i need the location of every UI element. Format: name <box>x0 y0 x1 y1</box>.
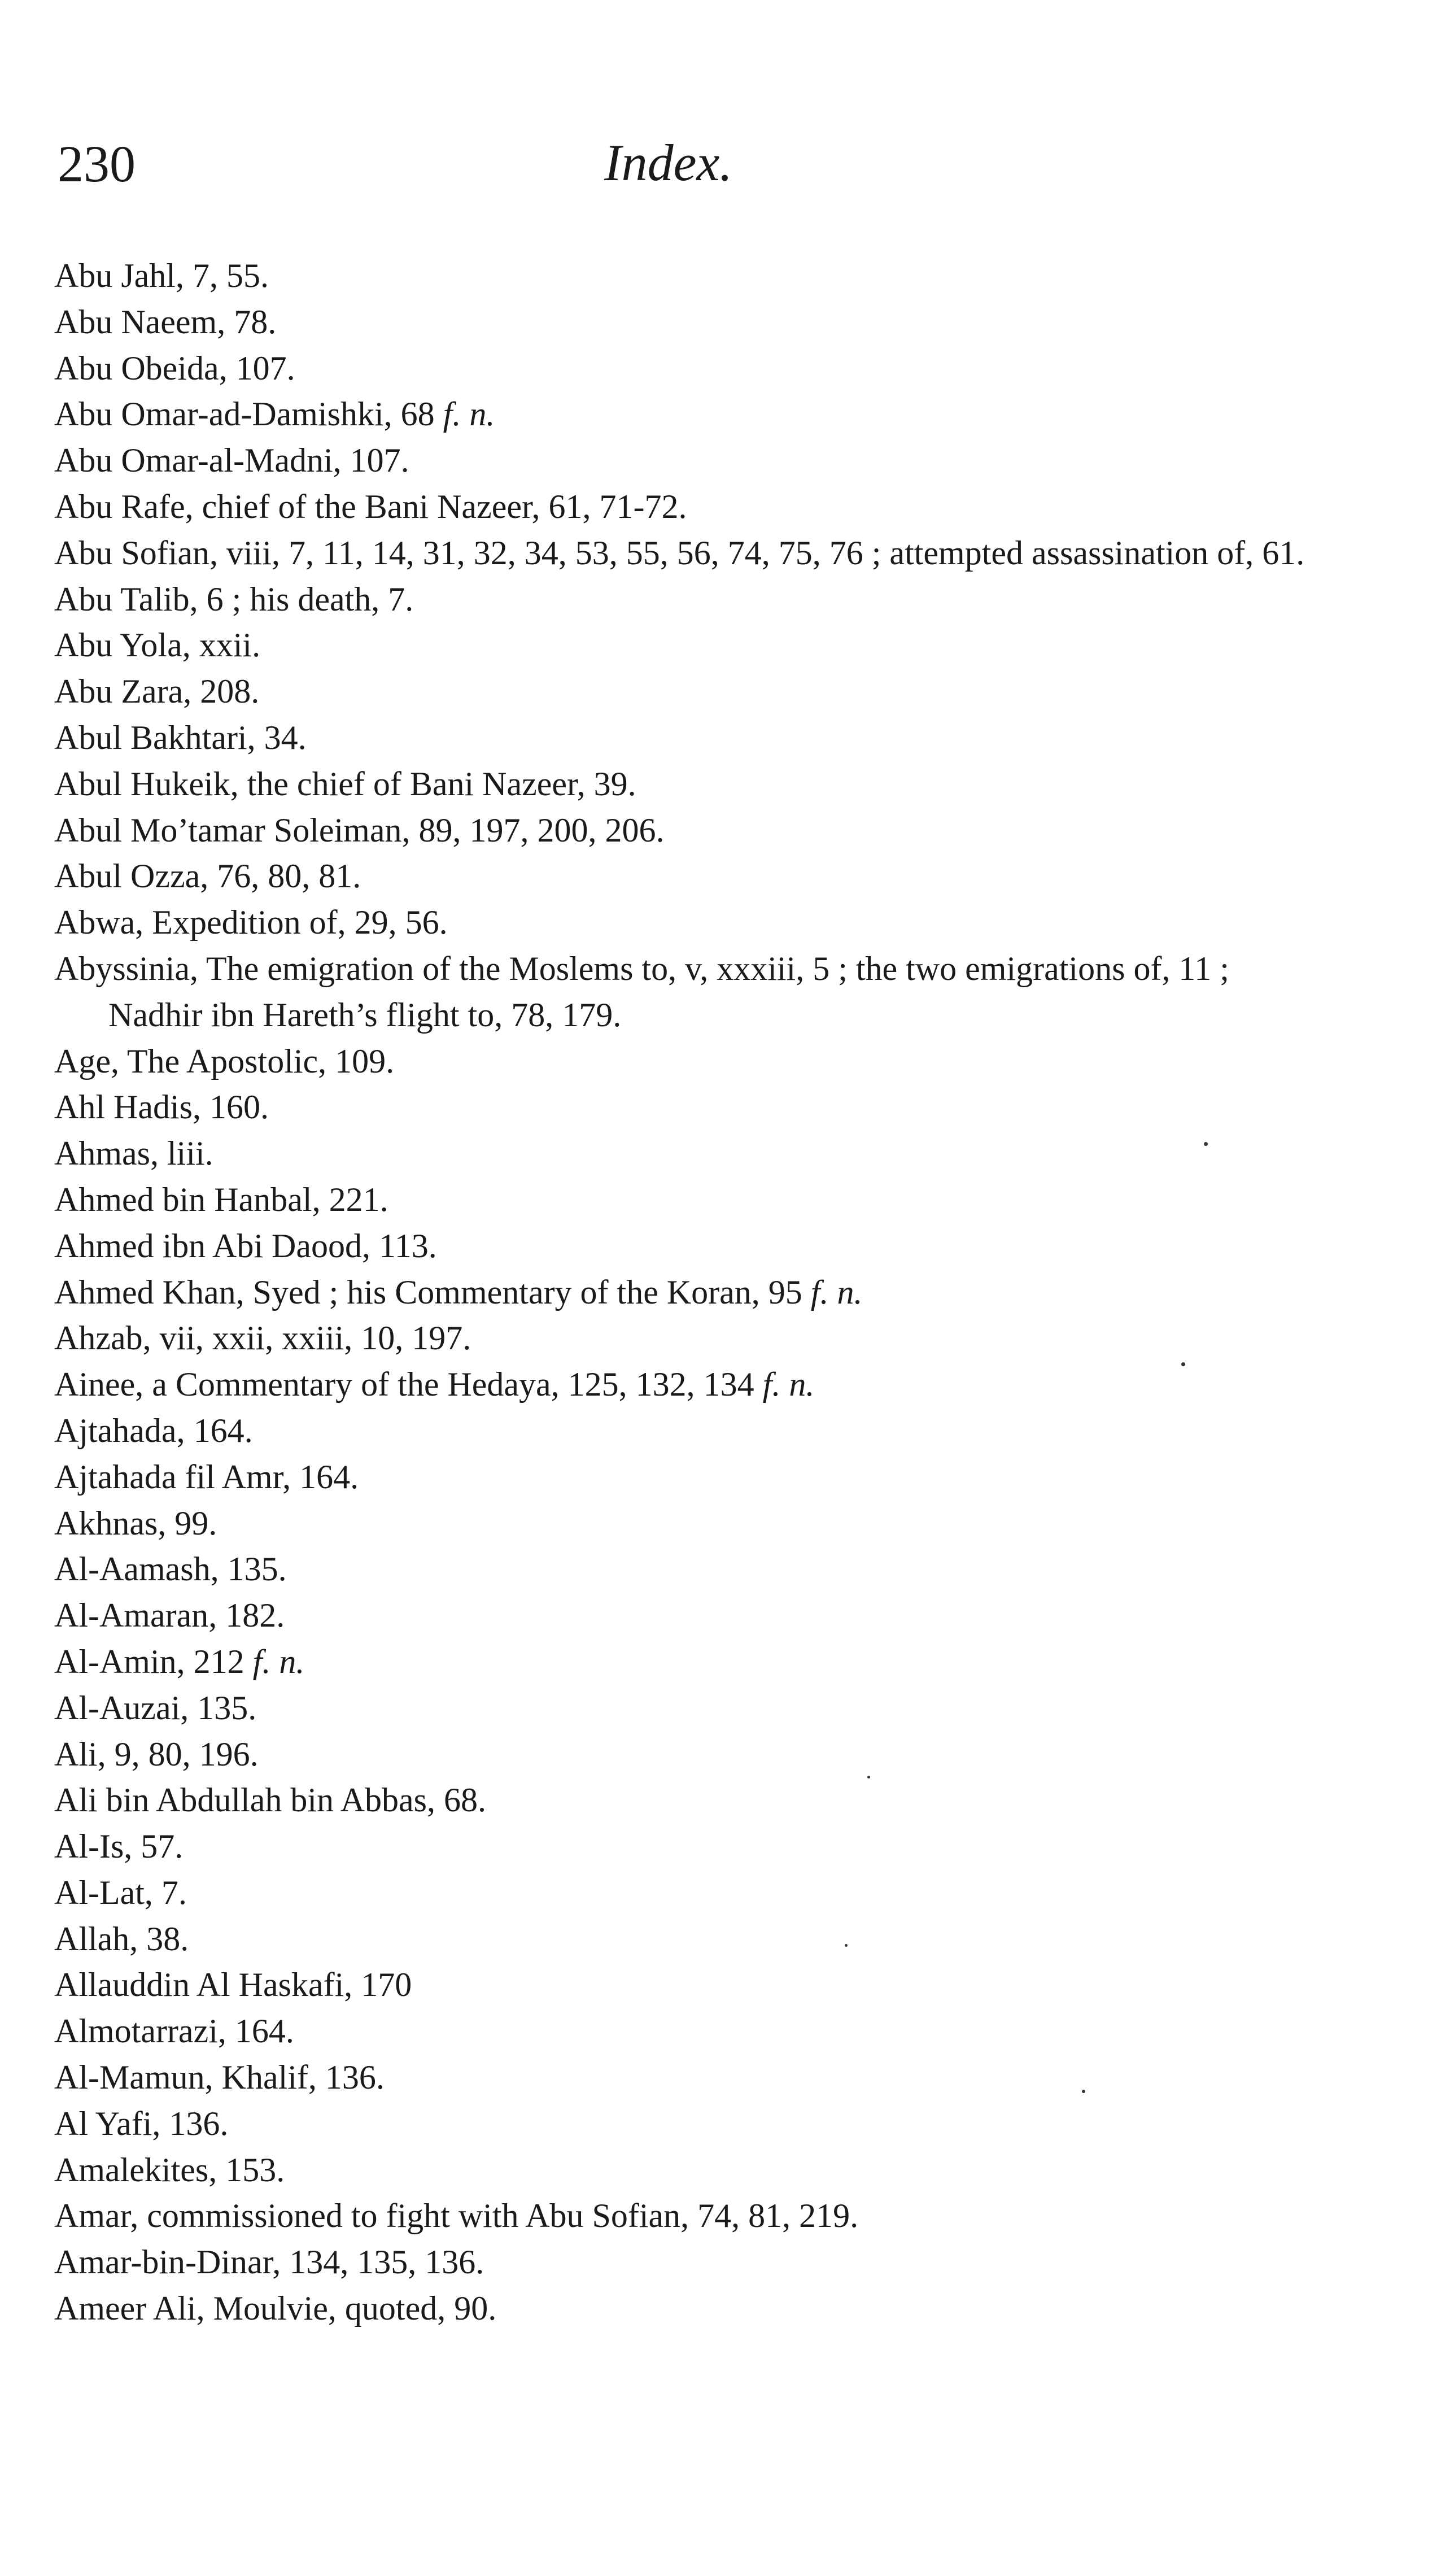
index-entry-text: Ameer Ali, Moulvie, quoted, 90. <box>54 2290 497 2327</box>
index-entry-text: Abul Bakhtari, 34. <box>54 718 307 756</box>
index-entry <box>54 2055 1319 2101</box>
index-entry-text: Abu Rafe, chief of the Bani Nazeer, 61, 71-72. <box>54 487 687 525</box>
index-entries <box>54 253 1319 2332</box>
print-speck <box>1204 1142 1208 1146</box>
index-entry <box>54 1039 1319 1085</box>
index-entry <box>54 1962 1319 2008</box>
index-entry-text: Abu Zara, 208. <box>54 673 260 711</box>
index-entry <box>54 484 1319 530</box>
index-entry <box>54 1593 1319 1639</box>
index-entry <box>54 1916 1319 1963</box>
index-entry <box>54 2239 1319 2286</box>
index-entry <box>54 530 1319 577</box>
running-head: Index. <box>604 134 733 191</box>
index-entry-text: Ajtahada, 164. <box>54 1411 253 1449</box>
index-entry <box>54 946 1319 1039</box>
print-speck <box>1082 2090 1085 2093</box>
index-entry <box>54 1454 1319 1501</box>
index-entry-text: Ali, 9, 80, 196. <box>54 1735 259 1773</box>
index-entry <box>54 1177 1319 1223</box>
index-entry <box>54 853 1319 900</box>
index-entry-text: Al-Amaran, 182. <box>54 1597 285 1634</box>
index-entry-text: Almotarrazi, 164. <box>54 2012 294 2050</box>
index-entry <box>54 1639 1319 1685</box>
index-entry-text: Al-Lat, 7. <box>54 1873 187 1911</box>
index-entry <box>54 1546 1319 1593</box>
index-entry <box>54 1270 1319 1316</box>
index-entry <box>54 715 1319 761</box>
index-entry-text: Abu Omar-ad-Damishki, 68 <box>54 395 443 433</box>
footnote-marker: f. n. <box>762 1366 815 1403</box>
index-entry-text: Ali bin Abdullah bin Abbas, 68. <box>54 1781 486 1819</box>
index-entry-text: Abul Mo’tamar Soleiman, 89, 197, 200, 206. <box>54 811 665 849</box>
index-entry-text: Allah, 38. <box>54 1920 189 1958</box>
index-entry-text: Ahzab, vii, xxii, xxiii, 10, 197. <box>54 1319 471 1357</box>
index-entry-text: Al-Auzai, 135. <box>54 1689 257 1727</box>
index-entry-text: Allauddin Al Haskafi, 170 <box>54 1966 412 2004</box>
index-entry <box>54 2193 1319 2239</box>
footnote-marker: f. n. <box>443 395 495 433</box>
index-entry <box>54 1777 1319 1824</box>
index-entry-text: Abu Talib, 6 ; his death, 7. <box>54 580 414 618</box>
index-entry <box>54 1362 1319 1408</box>
index-entry <box>54 808 1319 854</box>
footnote-marker: f. n. <box>810 1273 863 1311</box>
print-speck <box>1181 1362 1185 1366</box>
index-entry <box>54 2147 1319 2194</box>
index-entry-text: Al-Aamash, 135. <box>54 1550 287 1588</box>
index-entry <box>54 438 1319 484</box>
index-entry-text: Abu Obeida, 107. <box>54 349 295 387</box>
index-entry-text: Ajtahada fil Amr, 164. <box>54 1458 359 1496</box>
index-entry-text: Ahmed Khan, Syed ; his Commentary of the Koran, 95 <box>54 1273 811 1311</box>
print-speck <box>845 1944 848 1947</box>
print-speck <box>867 1776 870 1779</box>
index-entry <box>54 299 1319 346</box>
index-entry-text: Abu Naeem, 78. <box>54 303 277 341</box>
index-entry-text: Al Yafi, 136. <box>54 2104 229 2142</box>
index-entry-text: Abu Omar-al-Madni, 107. <box>54 442 409 480</box>
index-entry <box>54 1223 1319 1270</box>
index-entry <box>54 1131 1319 1177</box>
index-entry-text: Ainee, a Commentary of the Hedaya, 125, 132, 134 <box>54 1366 763 1403</box>
index-entry <box>54 1408 1319 1454</box>
index-entry <box>54 2286 1319 2332</box>
index-entry-text: Abu Sofian, viii, 7, 11, 14, 31, 32, 34, 53, 55, 56, 74, 75, 76 ; attempted assassination of, 61. <box>54 534 1305 572</box>
index-entry-text: Age, The Apostolic, 109. <box>54 1042 395 1080</box>
index-entry-text: Al-Is, 57. <box>54 1828 184 1865</box>
index-entry <box>54 622 1319 669</box>
index-entry-text: Abwa, Expedition of, 29, 56. <box>54 904 448 942</box>
index-entry <box>54 391 1319 438</box>
page-number: 230 <box>58 135 136 193</box>
index-entry <box>54 761 1319 808</box>
index-entry <box>54 577 1319 623</box>
index-entry-text: Abul Ozza, 76, 80, 81. <box>54 857 361 895</box>
index-entry-text: Abul Hukeik, the chief of Bani Nazeer, 39. <box>54 765 636 803</box>
index-entry-text: Amar, commissioned to fight with Abu Sofian, 74, 81, 219. <box>54 2197 859 2235</box>
index-entry-text: Abu Jahl, 7, 55. <box>54 257 269 294</box>
index-entry <box>54 2101 1319 2147</box>
index-entry-text: Ahmed bin Hanbal, 221. <box>54 1180 388 1218</box>
index-entry-text: Amar-bin-Dinar, 134, 135, 136. <box>54 2243 484 2281</box>
index-entry-text: Abu Yola, xxii. <box>54 626 261 664</box>
index-entry <box>54 1824 1319 1870</box>
index-entry-text: Abyssinia, The emigration of the Moslems to, v, xxxiii, 5 ; the two emigrations of, 11 ; Nadhir ibn Hareth’s flight to, 78, 179. <box>54 949 1229 1034</box>
index-entry-text: Ahl Hadis, 160. <box>54 1088 269 1126</box>
index-entry <box>54 1732 1319 1778</box>
index-entry-text: Ahmas, liii. <box>54 1135 213 1173</box>
index-entry-text: Ahmed ibn Abi Daood, 113. <box>54 1227 437 1265</box>
index-entry <box>54 1315 1319 1362</box>
index-entry <box>54 253 1319 299</box>
index-entry-text: Al-Amin, 212 <box>54 1642 253 1680</box>
index-entry-text: Akhnas, 99. <box>54 1504 217 1542</box>
index-entry <box>54 1084 1319 1131</box>
index-entry <box>54 1685 1319 1732</box>
index-entry <box>54 900 1319 946</box>
index-entry <box>54 2008 1319 2055</box>
index-entry-text: Al-Mamun, Khalif, 136. <box>54 2059 385 2096</box>
index-entry <box>54 669 1319 715</box>
index-entry-text: Amalekites, 153. <box>54 2151 285 2189</box>
footnote-marker: f. n. <box>252 1642 305 1680</box>
index-entry <box>54 346 1319 392</box>
index-entry <box>54 1501 1319 1547</box>
index-entry <box>54 1870 1319 1916</box>
